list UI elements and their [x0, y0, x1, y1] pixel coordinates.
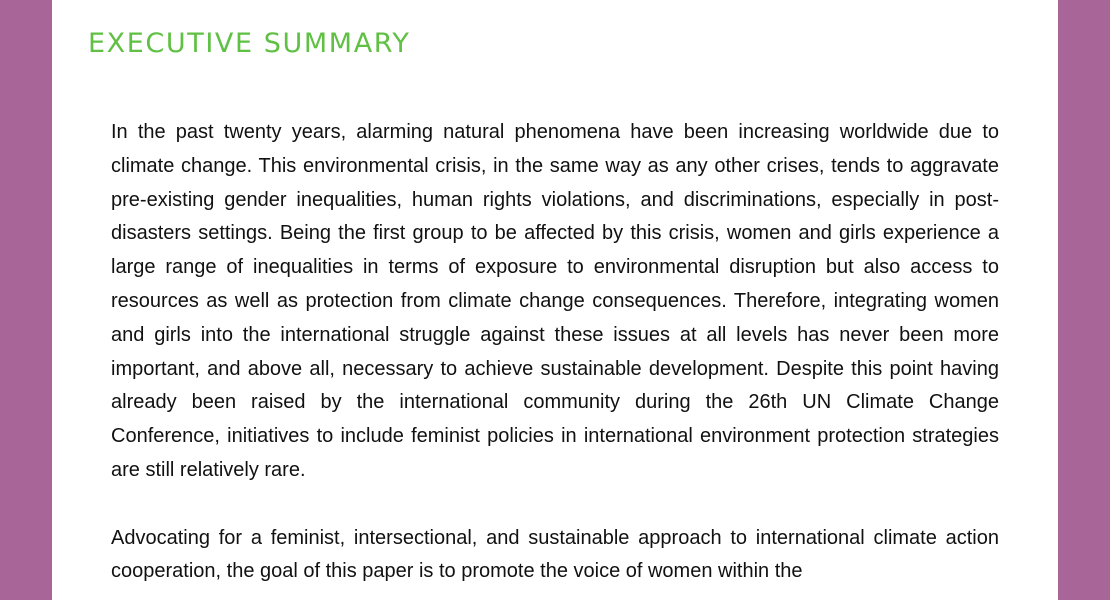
- paragraph-1: In the past twenty years, alarming natural phenomena have been increasing worldwide due to climate change. This environmental crisis, in the same way as any other crises, tends to aggravate pre-existing gender inequalities, human rights violations, and discriminations, especially in post-disasters settings. Being the first group to be affected by this crisis, women and girls experience a large range of inequalities in terms of exposure to environmental disruption but also access to resources as well as protection from climate change consequences. Therefore, integrating women and girls into the international struggle against these issues at all levels has never been more important, and above all, necessary to achieve sustainable development. Despite this point having already been raised by the international community during the 26th UN Climate Change Conference, initiatives to include feminist policies in international environment protection strategies are still relatively rare.: [111, 121, 999, 481]
- summary-body: [111, 116, 999, 589]
- section-heading: EXECUTIVE SUMMARY: [88, 28, 411, 59]
- paragraph-2: Advocating for a feminist, intersectional, and sustainable approach to international climate action cooperation, the goal of this paper is to promote the voice of women within the: [111, 526, 999, 583]
- document-page: [52, 0, 1058, 600]
